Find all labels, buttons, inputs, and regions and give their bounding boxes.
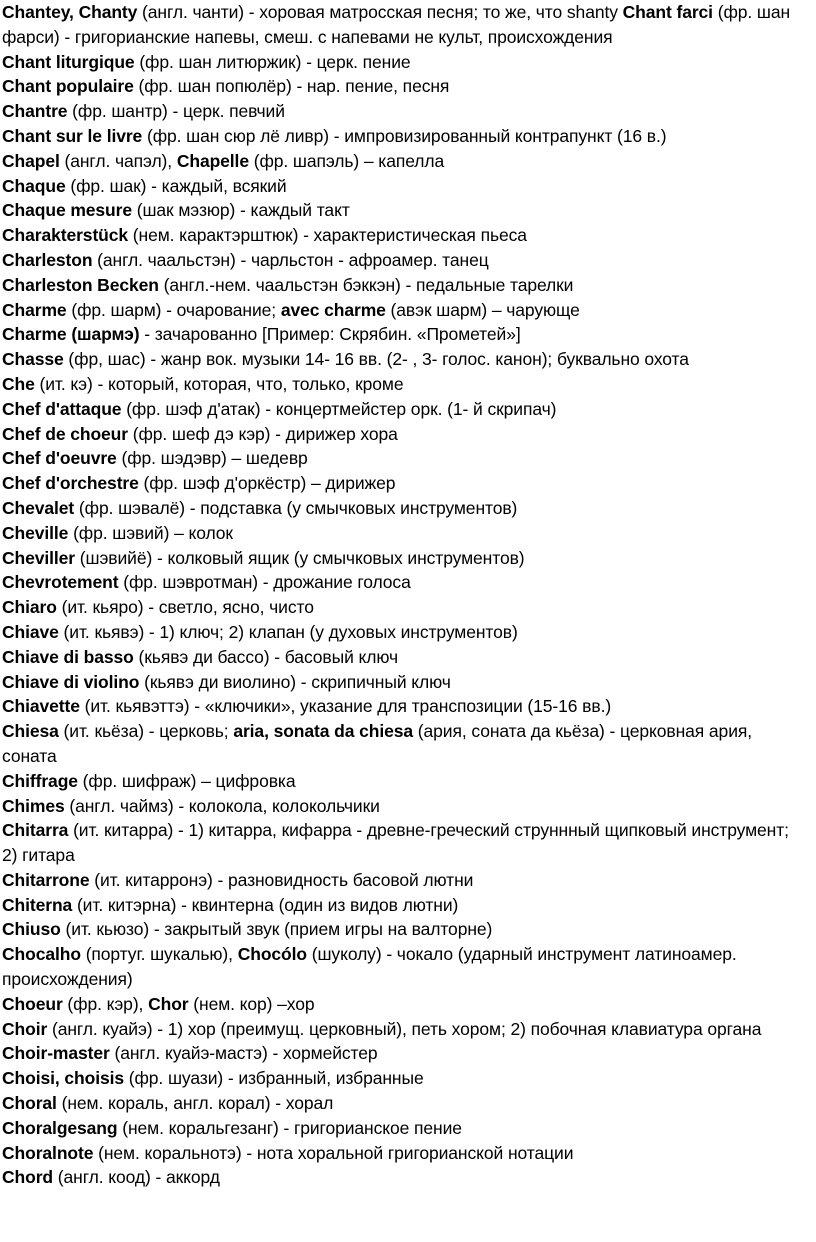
entry-definition: (англ. чапэл), [59,150,177,171]
entry-definition: (англ. чаальстэн) - чарльстон - афроамер. танец [92,249,489,270]
dictionary-entry [2,273,808,298]
dictionary-entry [2,546,808,571]
entry-definition: (шэвийё) - колковый ящик (у смычковых инструментов) [75,547,525,568]
entry-definition: (фр, шас) - жанр вок. музыки 14- 16 вв. (2- , 3- голос. канон); буквально охота [63,349,689,370]
entry-definition: (нем. карактэрштюк) - характеристическая пьеса [128,225,527,246]
dictionary-entry [2,1165,808,1190]
entry-term: Chantey, Chanty [2,2,138,22]
entry-definition: (фр. шеф дэ кэр) - дирижер хора [127,423,398,444]
dictionary-entry [2,818,808,868]
entry-definition: - зачарованно [Пример: Скрябин. «Прометей»] [139,324,521,345]
entry-term: Chiave [2,621,59,642]
dictionary-entry [2,769,808,794]
dictionary-entry [2,223,808,248]
dictionary-entry [2,620,808,645]
entry-definition: (ит. кьюзо) - закрытый звук (прием игры на валторне) [60,919,493,940]
entry-definition: (фр. шапэль) – капелла [248,150,445,171]
entry-definition: (ария, соната да кьёза) - церковная ария, соната [2,721,753,766]
dictionary-entry [2,248,808,273]
dictionary-entry [2,893,808,918]
entry-definition: (нем. коральгезанг) - григорианское пение [117,1117,462,1138]
dictionary-entry [2,570,808,595]
dictionary-page [2,0,808,1190]
entry-definition: (фр. шак) - каждый, всякий [65,175,287,196]
entry-term: Chiave di violino [2,671,140,692]
dictionary-entry [2,496,808,521]
entry-term: Chiavette [2,696,80,717]
entry-term: Chitarra [2,820,69,841]
dictionary-entry [2,719,808,769]
dictionary-entry [2,595,808,620]
entry-definition: (фр. шан сюр лё ливр) - импровизированный контрапункт (16 в.) [142,125,667,146]
entry-definition: (англ. куайэ) - 1) хор (преимущ. церковный), петь хором; 2) побочная клавиатура органа [47,1018,762,1039]
dictionary-entry [2,1041,808,1066]
dictionary-entry [2,99,808,124]
dictionary-entry [2,694,808,719]
entry-definition: (фр. шэвалё) - подставка (у смычковых инструментов) [74,497,518,518]
dictionary-entry [2,670,808,695]
dictionary-entry [2,942,808,992]
dictionary-entry [2,74,808,99]
entry-term: Chocólo [237,944,307,965]
entry-definition: (фр. шан фарси) - григорианские напевы, смеш. с напевами не культ, происхождения [2,2,791,47]
dictionary-entry [2,198,808,223]
entry-term: Chiave di basso [2,646,134,667]
entry-term: avec charme [280,299,386,320]
entry-definition: (англ. куайэ-мастэ) - хормейстер [109,1043,378,1064]
entry-term: Choir-master [2,1043,110,1064]
entry-term: Chant sur le livre [2,125,143,146]
entry-term: aria, sonata da chiesa [233,721,414,742]
dictionary-entry [2,149,808,174]
dictionary-entry [2,917,808,942]
entry-definition: (фр. кэр), [62,993,149,1014]
dictionary-entry [2,0,808,50]
entry-term: Choral [2,1093,57,1114]
dictionary-entry [2,372,808,397]
entry-term: Chiterna [2,894,73,915]
entry-term: Choisi, choisis [2,1068,124,1089]
entry-term: Choralgesang [2,1117,118,1138]
entry-definition: (фр. шэдэвр) – шедевр [116,448,308,469]
entry-definition: (ит. китарра) - 1) китарра, кифарра - древне-греческий струннный щипковый инструмент; 2) гитара [2,820,789,866]
dictionary-entry [2,322,808,347]
entry-term: Choir [2,1018,48,1039]
entry-definition: (фр. шантр) - церк. певчий [67,101,285,122]
entry-term: Chevrotement [2,572,119,593]
dictionary-entry [2,124,808,149]
entry-term: Chiuso [2,919,61,940]
entry-definition: (ит. кьявэттэ) - «ключики», указание для транспозиции (15-16 вв.) [79,696,612,717]
entry-term: Chord [2,1167,54,1188]
dictionary-entry [2,397,808,422]
dictionary-entry [2,347,808,372]
dictionary-entry [2,794,808,819]
entry-definition: (ит. китэрна) - квинтерна (один из видов лютни) [72,894,459,915]
entry-definition: (нем. кор) –хор [188,993,315,1014]
entry-definition: (англ. коод) - аккорд [53,1167,220,1188]
entry-term: Chantre [2,101,68,122]
dictionary-entry [2,1091,808,1116]
entry-definition: (фр. шэвий) – колок [68,522,233,543]
dictionary-entry [2,422,808,447]
entry-definition: (фр. шан попюлёр) - нар. пение, песня [133,76,450,97]
entry-term: Chant farci [622,2,713,22]
entry-definition: (фр. шуази) - избранный, избранные [124,1068,424,1089]
entry-term: Chevalet [2,497,75,518]
entry-term: Chimes [2,795,65,816]
entry-term: Choeur [2,993,63,1014]
entry-definition: (англ. чаймз) - колокола, колокольчики [64,795,380,816]
entry-definition: (фр. шан литюржик) - церк. пение [134,51,411,72]
entry-term: Cheville [2,522,69,543]
dictionary-entry [2,50,808,75]
entry-definition: (фр. шифраж) – цифровка [77,770,296,791]
dictionary-entry [2,298,808,323]
entry-definition: (кьявэ ди бассо) - басовый ключ [133,646,399,667]
entry-term: Charleston Becken [2,274,159,295]
entry-definition: (нем. кораль, англ. корал) - хорал [56,1093,334,1114]
entry-definition: (шак мэзюр) - каждый такт [132,200,350,221]
entry-term: Chef d'attaque [2,398,122,419]
entry-term: Cheviller [2,547,76,568]
entry-definition: (кьявэ ди виолино) - скрипичный ключ [139,671,451,692]
entry-definition: (ит. кьявэ) - 1) ключ; 2) клапан (у духовых инструментов) [58,621,518,642]
entry-term: Chitarrone [2,869,90,890]
dictionary-entry [2,521,808,546]
entry-term: Chor [148,993,189,1014]
entry-term: Chant liturgique [2,51,135,72]
entry-definition: (фр. шэф д'оркёстр) – дирижер [138,473,396,494]
entry-definition: (ит. кэ) - который, которая, что, только, кроме [34,373,404,394]
dictionary-entry [2,446,808,471]
entry-term: Chef de choeur [2,423,128,444]
dictionary-entry [2,1017,808,1042]
entry-definition: (ит. китарронэ) - разновидность басовой лютни [89,869,474,890]
entry-term: Chaque mesure [2,200,132,221]
dictionary-entry [2,471,808,496]
entry-definition: (фр. шэвротман) - дрожание голоса [118,572,411,593]
entry-term: Chef d'orchestre [2,473,139,494]
dictionary-entry [2,868,808,893]
entry-definition: (авэк шарм) – чарующе [385,299,580,320]
entry-term: Chiesa [2,721,59,742]
dictionary-entry [2,1141,808,1166]
entry-term: Charme [2,299,67,320]
dictionary-entry [2,1066,808,1091]
entry-term: Charakterstück [2,225,129,246]
entry-definition: (шуколу) - чокало (ударный инструмент латиноамер. происхождения) [2,944,737,990]
entry-term: Charleston [2,249,93,270]
entry-term: Che [2,373,35,394]
entry-term: Chiaro [2,597,57,618]
dictionary-entry [2,645,808,670]
entry-term: Choralnote [2,1142,94,1163]
dictionary-entry [2,174,808,199]
entry-definition: (фр. шэф д'атак) - концертмейстер орк. (1- й скрипач) [121,398,557,419]
entry-term: Chasse [2,349,64,370]
entry-definition: (фр. шарм) - очарование; [66,299,281,320]
entry-definition: (англ.-нем. чаальстэн бэккэн) - педальные тарелки [158,274,574,295]
entry-term: Chaque [2,175,66,196]
entry-term: Chapel [2,150,60,171]
entry-term: Chiffrage [2,770,78,791]
entry-term: Chapelle [176,150,249,171]
entry-definition: (ит. кьёза) - церковь; [58,721,234,742]
entry-term: Chef d'oeuvre [2,448,117,469]
entry-definition: (португ. шукалью), [80,944,238,965]
entry-term: Chocalho [2,944,81,965]
entry-definition: (англ. чанти) - хоровая матросская песня; то же, что shanty [137,2,623,22]
dictionary-entry [2,1116,808,1141]
dictionary-entry [2,992,808,1017]
entry-definition: (ит. кьяро) - светло, ясно, чисто [56,597,314,618]
entry-term: Chant populaire [2,76,134,97]
entry-term: Charme (шармэ) [2,324,140,345]
entry-definition: (нем. коральнотэ) - нота хоральной григорианской нотации [93,1142,574,1163]
